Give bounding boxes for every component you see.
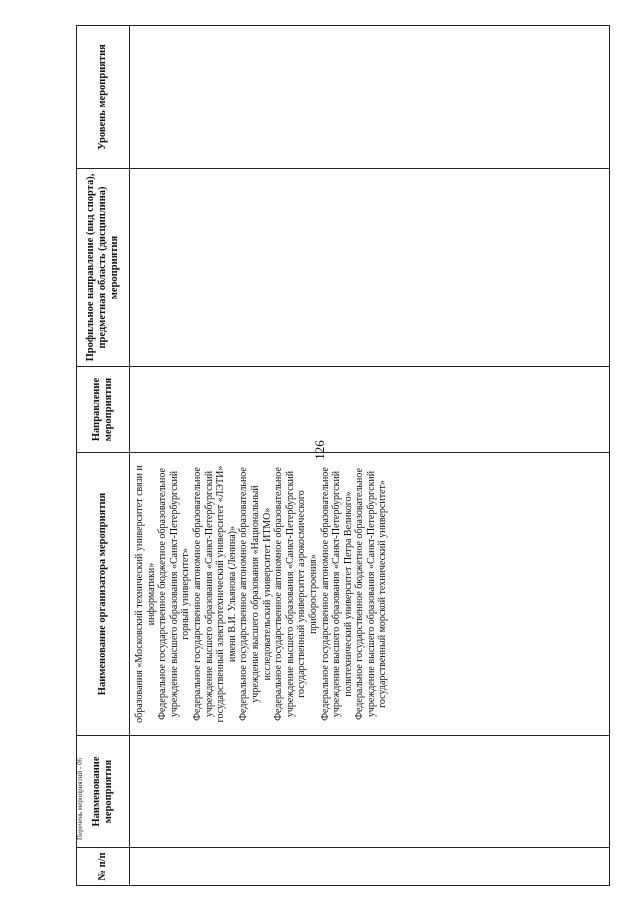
header-organizer: Наименование организатора мероприятия xyxy=(77,453,130,736)
cell-organizers xyxy=(130,453,610,736)
header-level: Уровень мероприятия xyxy=(77,26,130,169)
table-row xyxy=(130,26,610,886)
cell-num xyxy=(130,848,610,886)
cell-profile xyxy=(130,169,610,367)
organizer-entry: Федеральное государственное автономное образовательное учреждение высшего образования «Санкт-Петербургский государственный электротехнический университет «ЛЭТИ» имени В.И. Ульянова (Ленина)» xyxy=(191,465,238,723)
header-direction: Направление мероприятия xyxy=(77,367,130,453)
header-profile: Профильное направление (вид спорта), предметная область (дисциплина) мероприятия xyxy=(77,169,130,367)
events-table xyxy=(76,25,610,886)
organizer-entry: образования «Московский технический университет связи и информатики» xyxy=(134,465,157,723)
organizer-entry: Федеральное государственное бюджетное образовательное учреждение высшего образования «Санкт-Петербургский горный университет» xyxy=(157,468,192,720)
page-number: 126 xyxy=(312,440,327,460)
organizer-entry: Федеральное государственное автономное образовательное учреждение высшего образования «Санкт-Петербургский государственный университет аэрокосмического приборостроения» xyxy=(273,467,319,721)
organizer-entry: Федеральное государственное бюджетное образовательное учреждение высшего образования «Санкт-Петербургский государственный морской технический университет» xyxy=(354,468,389,720)
events-table-rotated xyxy=(76,26,610,886)
organizer-entry: Федеральное государственное автономное образовательное учреждение высшего образования «Национальный исследовательский университет ИТМО» xyxy=(238,467,273,721)
cell-level xyxy=(130,26,610,169)
header-event-name: Наименование мероприятия xyxy=(77,736,130,848)
cell-event-name xyxy=(130,736,610,848)
cell-direction xyxy=(130,367,610,453)
header-num: № п/п xyxy=(77,848,130,886)
footer-note: Перечень мероприятий - 06 xyxy=(76,757,84,841)
organizer-entry: Федеральное государственное автономное образовательное учреждение высшего образования «Санкт-Петербургский политехнический университет Петра Великого» xyxy=(319,467,354,721)
